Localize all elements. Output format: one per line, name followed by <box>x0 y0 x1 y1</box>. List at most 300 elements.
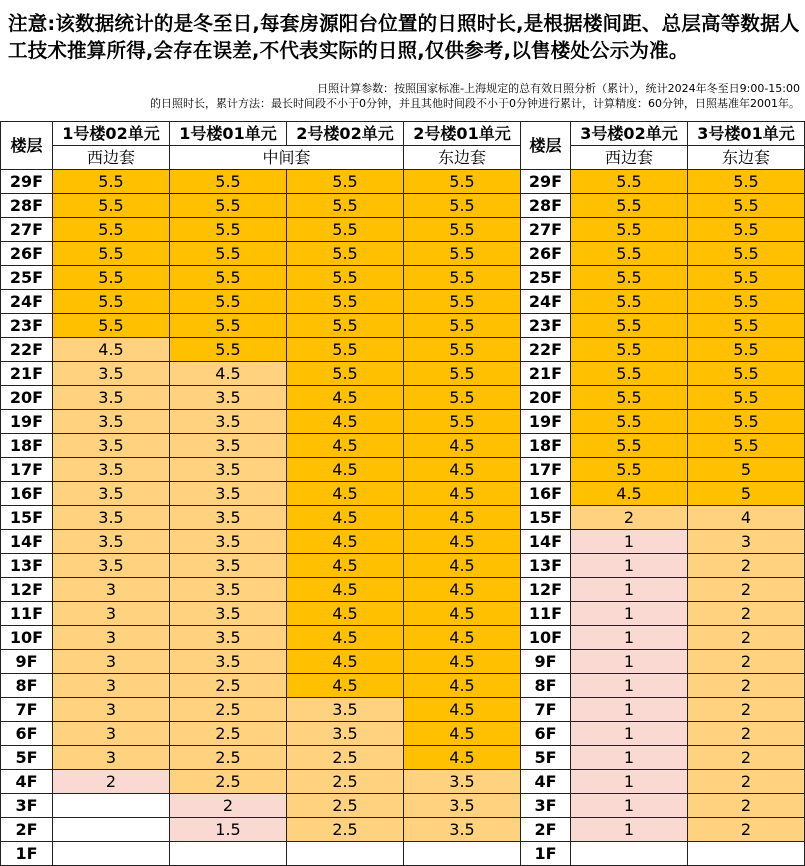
sunlight-hours-cell: 5.5 <box>170 194 287 218</box>
sunlight-hours-cell: 2.5 <box>170 674 287 698</box>
table-row <box>1 650 521 674</box>
sunlight-hours-cell: 4.5 <box>404 698 521 722</box>
floor-label: 10F <box>1 626 53 650</box>
sunlight-hours-cell: 4.5 <box>287 482 404 506</box>
floor-label: 18F <box>521 434 571 458</box>
sunlight-hours-cell: 5.5 <box>53 266 170 290</box>
table-row <box>1 506 521 530</box>
table-row <box>521 410 805 434</box>
position-subheader: 中间套 <box>170 146 404 170</box>
floor-label: 28F <box>1 194 53 218</box>
floor-label: 22F <box>1 338 53 362</box>
table-row <box>1 338 521 362</box>
floor-label: 9F <box>1 650 53 674</box>
sunlight-hours-cell: 5.5 <box>688 266 805 290</box>
sunlight-hours-cell: 5.5 <box>571 434 688 458</box>
sunlight-hours-cell: 5.5 <box>170 242 287 266</box>
sunlight-hours-cell: 4.5 <box>404 530 521 554</box>
sunlight-hours-cell: 4.5 <box>404 506 521 530</box>
sunlight-hours-cell: 5.5 <box>571 170 688 194</box>
unit-header: 1号楼02单元 <box>53 122 170 146</box>
sunlight-hours-cell: 4 <box>688 506 805 530</box>
sunlight-hours-cell: 1 <box>571 818 688 842</box>
table-row <box>521 266 805 290</box>
table-row <box>521 578 805 602</box>
sunlight-hours-cell: 4.5 <box>287 434 404 458</box>
sunlight-hours-cell: 3 <box>53 746 170 770</box>
sunlight-hours-cell: 5.5 <box>404 170 521 194</box>
table-row <box>521 698 805 722</box>
sunlight-hours-cell: 5.5 <box>688 338 805 362</box>
floor-header: 楼层 <box>521 122 571 170</box>
table-row <box>521 386 805 410</box>
sunlight-hours-cell <box>571 842 688 866</box>
sunlight-hours-cell: 2 <box>688 578 805 602</box>
sunlight-hours-cell: 5.5 <box>688 362 805 386</box>
sunlight-hours-cell: 4.5 <box>287 674 404 698</box>
sunlight-hours-cell: 5.5 <box>287 314 404 338</box>
sunlight-hours-cell: 1 <box>571 602 688 626</box>
sunlight-hours-cell <box>688 842 805 866</box>
sunlight-hours-cell: 3.5 <box>53 554 170 578</box>
sunlight-hours-cell: 3.5 <box>170 434 287 458</box>
floor-label: 2F <box>521 818 571 842</box>
table-row <box>1 410 521 434</box>
sunlight-hours-cell: 4.5 <box>287 554 404 578</box>
sunlight-hours-cell: 3 <box>53 674 170 698</box>
sunlight-hours-cell: 4.5 <box>287 602 404 626</box>
sunlight-hours-cell: 5.5 <box>571 338 688 362</box>
sunlight-hours-cell: 4.5 <box>287 506 404 530</box>
sunlight-hours-cell: 3.5 <box>53 482 170 506</box>
sunlight-hours-cell: 5.5 <box>571 314 688 338</box>
sunlight-hours-cell: 5.5 <box>170 170 287 194</box>
floor-label: 23F <box>521 314 571 338</box>
sunlight-hours-cell: 3.5 <box>53 506 170 530</box>
table-row <box>1 770 521 794</box>
table-row <box>521 290 805 314</box>
floor-label: 20F <box>521 386 571 410</box>
table-row <box>1 722 521 746</box>
right-sunlight-table <box>520 121 805 866</box>
sunlight-hours-cell: 4.5 <box>170 362 287 386</box>
sunlight-hours-cell: 5.5 <box>287 338 404 362</box>
table-row <box>521 554 805 578</box>
sunlight-hours-cell: 4.5 <box>53 338 170 362</box>
sunlight-hours-cell: 5.5 <box>287 266 404 290</box>
floor-label: 2F <box>1 818 53 842</box>
sunlight-hours-cell: 4.5 <box>287 530 404 554</box>
table-row <box>521 626 805 650</box>
position-subheader: 西边套 <box>571 146 688 170</box>
sunlight-hours-cell: 4.5 <box>287 626 404 650</box>
sunlight-hours-cell: 1 <box>571 722 688 746</box>
sunlight-hours-cell: 4.5 <box>404 554 521 578</box>
sunlight-hours-cell: 5.5 <box>287 242 404 266</box>
sunlight-hours-cell: 5.5 <box>404 290 521 314</box>
table-row <box>1 434 521 458</box>
floor-label: 11F <box>521 602 571 626</box>
floor-header: 楼层 <box>1 122 53 170</box>
sunlight-hours-cell: 3.5 <box>170 530 287 554</box>
sunlight-hours-cell: 5.5 <box>688 386 805 410</box>
floor-label: 8F <box>1 674 53 698</box>
sunlight-hours-cell <box>53 842 170 866</box>
params-line-2: 的日照时长，累计方法：最长时间段不小于0分钟，并且其他时间段不小于0分钟进行累计，计算精度：60分钟，日照基准年2001年。 <box>150 97 800 110</box>
sunlight-hours-cell: 1 <box>571 770 688 794</box>
sunlight-hours-cell: 3.5 <box>170 458 287 482</box>
table-row <box>1 314 521 338</box>
table-row <box>1 674 521 698</box>
floor-label: 13F <box>1 554 53 578</box>
sunlight-hours-cell: 5.5 <box>571 386 688 410</box>
sunlight-hours-cell: 2 <box>688 698 805 722</box>
sunlight-hours-cell: 2 <box>688 722 805 746</box>
table-row <box>1 626 521 650</box>
sunlight-hours-cell <box>170 842 287 866</box>
calculation-parameters <box>8 81 800 111</box>
sunlight-hours-cell: 5.5 <box>571 194 688 218</box>
table-row <box>521 602 805 626</box>
sunlight-hours-cell: 5.5 <box>688 218 805 242</box>
sunlight-hours-cell: 4.5 <box>287 410 404 434</box>
position-subheader: 东边套 <box>688 146 805 170</box>
floor-label: 28F <box>521 194 571 218</box>
sunlight-hours-cell: 4.5 <box>404 722 521 746</box>
sunlight-hours-cell: 4.5 <box>404 746 521 770</box>
unit-header: 2号楼01单元 <box>404 122 521 146</box>
params-line-1: 日照计算参数：按照国家标准-上海规定的总有效日照分析（累计），统计2024年冬至日9:00-15:00 <box>317 82 800 95</box>
sunlight-hours-cell: 3 <box>53 650 170 674</box>
sunlight-hours-cell: 2 <box>688 818 805 842</box>
sunlight-hours-cell: 2.5 <box>170 770 287 794</box>
floor-label: 23F <box>1 314 53 338</box>
sunlight-hours-cell: 1 <box>571 578 688 602</box>
sunlight-hours-cell: 1.5 <box>170 818 287 842</box>
table-row <box>521 818 805 842</box>
floor-label: 7F <box>521 698 571 722</box>
floor-label: 4F <box>1 770 53 794</box>
sunlight-hours-cell: 5.5 <box>404 242 521 266</box>
table-row <box>521 314 805 338</box>
sunlight-hours-cell: 5.5 <box>404 194 521 218</box>
floor-label: 25F <box>1 266 53 290</box>
sunlight-hours-cell: 5.5 <box>53 194 170 218</box>
floor-label: 6F <box>521 722 571 746</box>
sunlight-hours-cell: 5.5 <box>571 266 688 290</box>
sunlight-hours-cell: 2 <box>688 794 805 818</box>
sunlight-hours-cell: 2 <box>53 770 170 794</box>
table-row <box>521 362 805 386</box>
floor-label: 29F <box>1 170 53 194</box>
sunlight-hours-cell: 3.5 <box>170 554 287 578</box>
floor-label: 19F <box>521 410 571 434</box>
floor-label: 1F <box>521 842 571 866</box>
sunlight-hours-cell: 1 <box>571 554 688 578</box>
sunlight-hours-cell <box>404 842 521 866</box>
sunlight-hours-cell: 4.5 <box>404 674 521 698</box>
table-row <box>521 842 805 866</box>
sunlight-hours-cell: 3.5 <box>170 506 287 530</box>
floor-label: 3F <box>1 794 53 818</box>
floor-label: 15F <box>521 506 571 530</box>
sunlight-hours-cell: 2 <box>170 794 287 818</box>
sunlight-hours-cell: 2.5 <box>170 746 287 770</box>
sunlight-hours-cell <box>287 842 404 866</box>
floor-label: 14F <box>1 530 53 554</box>
unit-header: 2号楼02单元 <box>287 122 404 146</box>
table-row <box>1 266 521 290</box>
floor-label: 16F <box>521 482 571 506</box>
sunlight-hours-cell: 5.5 <box>688 194 805 218</box>
floor-label: 26F <box>521 242 571 266</box>
sunlight-hours-cell: 3.5 <box>53 458 170 482</box>
sunlight-hours-cell: 5.5 <box>571 242 688 266</box>
table-row <box>521 482 805 506</box>
table-row <box>521 194 805 218</box>
sunlight-hours-cell: 5.5 <box>287 170 404 194</box>
sunlight-hours-cell: 3.5 <box>404 794 521 818</box>
sunlight-hours-cell: 5.5 <box>170 314 287 338</box>
table-row <box>1 362 521 386</box>
sunlight-hours-cell: 5.5 <box>404 218 521 242</box>
table-row <box>1 554 521 578</box>
table-row <box>521 458 805 482</box>
sunlight-hours-cell <box>53 818 170 842</box>
sunlight-hours-cell: 4.5 <box>404 458 521 482</box>
sunlight-hours-cell: 3.5 <box>53 410 170 434</box>
sunlight-hours-cell: 2 <box>688 746 805 770</box>
sunlight-hours-cell: 2 <box>688 602 805 626</box>
table-row <box>1 482 521 506</box>
floor-label: 26F <box>1 242 53 266</box>
sunlight-hours-cell: 3 <box>53 626 170 650</box>
floor-label: 9F <box>521 650 571 674</box>
table-row <box>521 770 805 794</box>
table-row <box>521 650 805 674</box>
table-row <box>1 698 521 722</box>
floor-label: 24F <box>521 290 571 314</box>
sunlight-hours-cell: 3.5 <box>170 578 287 602</box>
sunlight-hours-cell: 3.5 <box>170 410 287 434</box>
table-row <box>1 170 521 194</box>
sunlight-hours-cell: 5.5 <box>53 242 170 266</box>
sunlight-hours-cell: 3 <box>53 722 170 746</box>
floor-label: 16F <box>1 482 53 506</box>
sunlight-hours-cell: 4.5 <box>287 386 404 410</box>
sunlight-hours-cell: 1 <box>571 698 688 722</box>
table-row <box>521 722 805 746</box>
floor-label: 10F <box>521 626 571 650</box>
sunlight-hours-cell: 5.5 <box>170 266 287 290</box>
sunlight-hours-cell: 2 <box>688 770 805 794</box>
sunlight-hours-cell <box>53 794 170 818</box>
sunlight-hours-cell: 3.5 <box>170 386 287 410</box>
table-row <box>521 218 805 242</box>
sunlight-hours-cell: 5.5 <box>688 170 805 194</box>
sunlight-hours-cell: 4.5 <box>404 650 521 674</box>
table-row <box>1 842 521 866</box>
sunlight-hours-cell: 3.5 <box>170 602 287 626</box>
floor-label: 20F <box>1 386 53 410</box>
table-row <box>1 386 521 410</box>
floor-label: 22F <box>521 338 571 362</box>
table-row <box>1 794 521 818</box>
sunlight-hours-cell: 3.5 <box>53 362 170 386</box>
table-row <box>1 194 521 218</box>
floor-label: 18F <box>1 434 53 458</box>
sunlight-hours-cell: 1 <box>571 650 688 674</box>
floor-label: 19F <box>1 410 53 434</box>
sunlight-hours-cell: 3.5 <box>170 482 287 506</box>
sunlight-hours-cell: 2 <box>571 506 688 530</box>
sunlight-hours-cell: 3 <box>53 578 170 602</box>
floor-label: 7F <box>1 698 53 722</box>
sunlight-hours-cell: 3 <box>688 530 805 554</box>
sunlight-hours-cell: 2.5 <box>287 818 404 842</box>
position-subheader: 东边套 <box>404 146 521 170</box>
sunlight-hours-cell: 4.5 <box>287 458 404 482</box>
sunlight-hours-cell: 5.5 <box>170 218 287 242</box>
sunlight-hours-cell: 4.5 <box>287 578 404 602</box>
sunlight-hours-cell: 2.5 <box>170 722 287 746</box>
sunlight-hours-cell: 5.5 <box>404 362 521 386</box>
floor-label: 21F <box>521 362 571 386</box>
table-row <box>1 530 521 554</box>
sunlight-hours-cell: 3 <box>53 698 170 722</box>
sunlight-hours-cell: 4.5 <box>404 602 521 626</box>
position-subheader: 西边套 <box>53 146 170 170</box>
floor-label: 8F <box>521 674 571 698</box>
unit-header: 3号楼02单元 <box>571 122 688 146</box>
sunlight-hours-cell: 5.5 <box>404 386 521 410</box>
sunlight-hours-cell: 5.5 <box>688 290 805 314</box>
floor-label: 17F <box>521 458 571 482</box>
table-row <box>1 242 521 266</box>
sunlight-hours-cell: 5.5 <box>53 314 170 338</box>
sunlight-hours-cell: 5.5 <box>404 266 521 290</box>
sunlight-hours-cell: 4.5 <box>404 434 521 458</box>
floor-label: 27F <box>1 218 53 242</box>
sunlight-hours-cell: 5.5 <box>53 170 170 194</box>
table-row <box>521 338 805 362</box>
sunlight-hours-cell: 1 <box>571 746 688 770</box>
floor-label: 3F <box>521 794 571 818</box>
sunlight-hours-cell: 3.5 <box>53 530 170 554</box>
sunlight-hours-cell: 5.5 <box>404 314 521 338</box>
floor-label: 11F <box>1 602 53 626</box>
unit-header: 1号楼01单元 <box>170 122 287 146</box>
table-row <box>1 218 521 242</box>
floor-label: 14F <box>521 530 571 554</box>
table-row <box>1 746 521 770</box>
sunlight-hours-cell: 5.5 <box>170 290 287 314</box>
sunlight-hours-cell: 3.5 <box>287 698 404 722</box>
table-row <box>521 170 805 194</box>
sunlight-hours-cell: 4.5 <box>287 650 404 674</box>
table-row <box>1 602 521 626</box>
table-row <box>1 458 521 482</box>
notice-text: 注意:该数据统计的是冬至日,每套房源阳台位置的日照时长,是根据楼间距、总层高等数据人工技术推算所得,会存在误差,不代表实际的日照,仅供参考,以售楼处公示为准。 <box>8 12 800 62</box>
sunlight-hours-cell: 5.5 <box>404 410 521 434</box>
sunlight-hours-cell: 5.5 <box>688 410 805 434</box>
sunlight-hours-cell: 3 <box>53 602 170 626</box>
sunlight-hours-cell: 5.5 <box>571 218 688 242</box>
sunlight-hours-cell: 5.5 <box>287 290 404 314</box>
floor-label: 21F <box>1 362 53 386</box>
sunlight-hours-cell: 2.5 <box>287 794 404 818</box>
sunlight-hours-cell: 3.5 <box>287 722 404 746</box>
sunlight-hours-cell: 3.5 <box>170 626 287 650</box>
sunlight-hours-cell: 2.5 <box>287 746 404 770</box>
sunlight-hours-cell: 5.5 <box>688 314 805 338</box>
table-row <box>1 818 521 842</box>
sunlight-hours-cell: 5.5 <box>404 338 521 362</box>
floor-label: 17F <box>1 458 53 482</box>
sunlight-hours-cell: 2 <box>688 626 805 650</box>
sunlight-hours-cell: 5.5 <box>287 218 404 242</box>
sunlight-hours-cell: 4.5 <box>404 626 521 650</box>
sunlight-hours-cell: 5 <box>688 482 805 506</box>
sunlight-hours-cell: 5.5 <box>571 458 688 482</box>
sunlight-hours-cell: 3.5 <box>53 386 170 410</box>
table-row <box>1 290 521 314</box>
sunlight-hours-cell: 1 <box>571 794 688 818</box>
sunlight-hours-cell: 2 <box>688 554 805 578</box>
sunlight-hours-cell: 2 <box>688 650 805 674</box>
sunlight-hours-cell: 4.5 <box>404 482 521 506</box>
table-row <box>1 578 521 602</box>
floor-label: 15F <box>1 506 53 530</box>
table-row <box>521 746 805 770</box>
sunlight-hours-cell: 5.5 <box>571 410 688 434</box>
floor-label: 12F <box>1 578 53 602</box>
table-row <box>521 434 805 458</box>
sunlight-hours-cell: 5.5 <box>287 362 404 386</box>
floor-label: 5F <box>1 746 53 770</box>
sunlight-hours-cell: 2 <box>688 674 805 698</box>
floor-label: 13F <box>521 554 571 578</box>
floor-label: 6F <box>1 722 53 746</box>
table-row <box>521 506 805 530</box>
sunlight-hours-cell: 2.5 <box>287 770 404 794</box>
table-row <box>521 674 805 698</box>
floor-label: 4F <box>521 770 571 794</box>
sunlight-hours-cell: 5.5 <box>571 362 688 386</box>
sunlight-hours-cell: 5.5 <box>53 218 170 242</box>
sunlight-hours-cell: 3.5 <box>170 650 287 674</box>
sunlight-hours-cell: 3.5 <box>404 818 521 842</box>
sunlight-hours-cell: 4.5 <box>404 578 521 602</box>
floor-label: 1F <box>1 842 53 866</box>
floor-label: 27F <box>521 218 571 242</box>
sunlight-hours-cell: 2.5 <box>170 698 287 722</box>
sunlight-hours-cell: 5 <box>688 458 805 482</box>
sunlight-hours-cell: 5.5 <box>53 290 170 314</box>
table-row <box>521 794 805 818</box>
floor-label: 24F <box>1 290 53 314</box>
sunlight-hours-cell: 5.5 <box>287 194 404 218</box>
sunlight-hours-cell: 5.5 <box>571 290 688 314</box>
table-row <box>521 242 805 266</box>
sunlight-hours-cell: 4.5 <box>571 482 688 506</box>
floor-label: 25F <box>521 266 571 290</box>
left-sunlight-table <box>0 121 521 866</box>
unit-header: 3号楼01单元 <box>688 122 805 146</box>
floor-label: 5F <box>521 746 571 770</box>
sunlight-hours-cell: 1 <box>571 626 688 650</box>
sunlight-hours-cell: 1 <box>571 674 688 698</box>
